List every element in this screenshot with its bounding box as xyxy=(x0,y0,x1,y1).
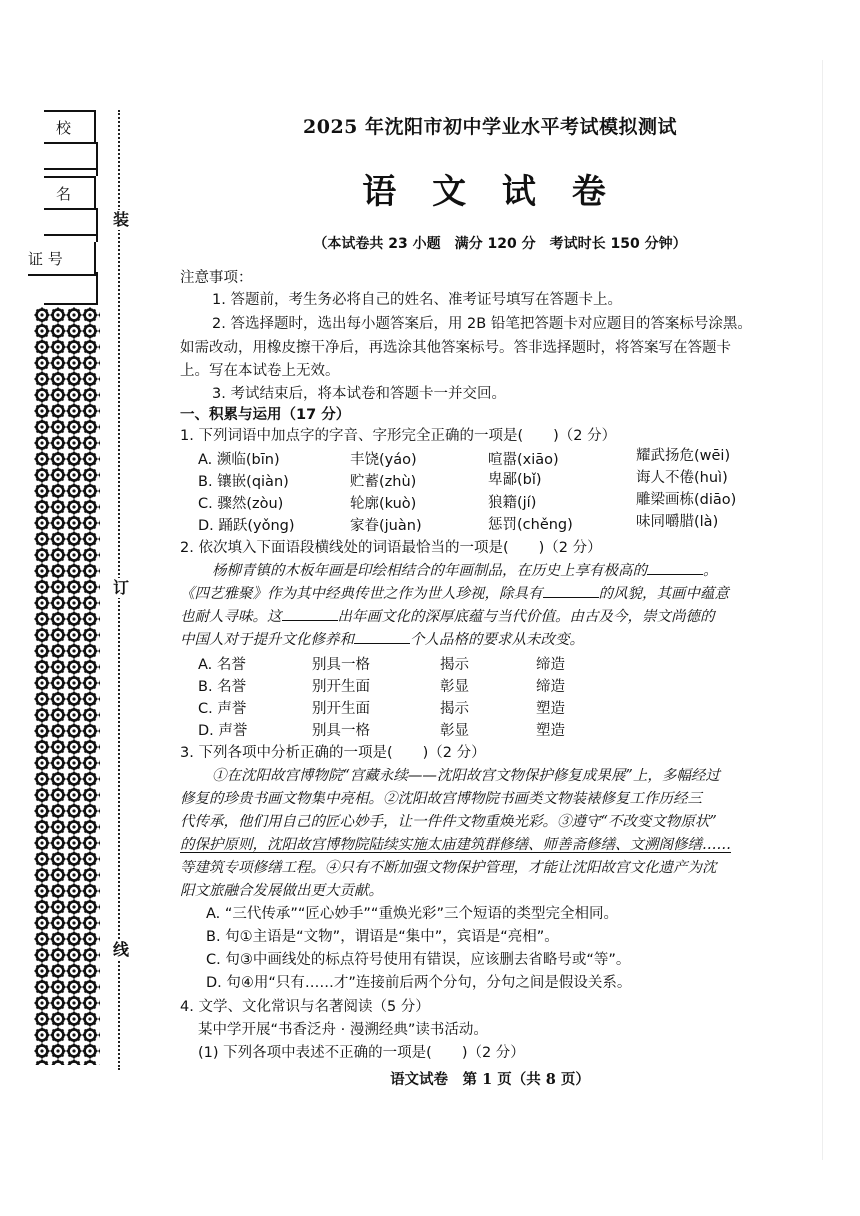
question-3-stem: 3. 下列各项中分析正确的一项是( )（2 分） xyxy=(180,745,486,761)
subject-title: 语 文 试 卷 xyxy=(362,172,618,212)
option-word: 味同嚼腊(là) xyxy=(636,514,719,530)
question-2-stem: 2. 依次填入下面语段横线处的词语最恰当的一项是( )（2 分） xyxy=(180,540,602,556)
binding-char-zhuang: 装 xyxy=(112,210,129,229)
question-3-passage-line: 修复的珍贵书画文物集中亮相。②沈阳故宫博物院书画类文物装裱修复工作历经三 xyxy=(180,791,702,807)
option-word: 诲人不倦(huì) xyxy=(636,470,728,486)
exam-id-field[interactable]: 证 号 xyxy=(28,242,96,276)
option-word: 惩罚(chěng) xyxy=(488,517,573,533)
question-4-title: 4. 文学、文化常识与名著阅读（5 分） xyxy=(180,999,430,1015)
fill-blank-2[interactable] xyxy=(543,584,599,598)
option-word: 轮廓(kuò) xyxy=(350,496,417,512)
notice-item: 3. 考试结束后，将本试卷和答题卡一并交回。 xyxy=(212,386,506,402)
option-a[interactable]: A. 名誉 xyxy=(198,657,246,673)
option-word: 雕梁画栋(diāo) xyxy=(636,492,737,508)
option-word: 塑造 xyxy=(536,723,565,739)
option-word: 塑造 xyxy=(536,701,565,717)
option-word: 贮蓄(zhù) xyxy=(350,474,417,490)
question-2-passage-line: 杨柳青镇的木板年画是印绘相结合的年画制品，在历史上享有极高的 。 xyxy=(212,563,718,579)
option-b[interactable]: B. 镶嵌(qiàn) xyxy=(198,474,289,490)
school-underline xyxy=(44,168,98,170)
question-3-passage-line: ①在沈阳故宫博物院“宫藏永续——沈阳故宫文物保护修复成果展”上，多幅经过 xyxy=(212,768,720,784)
option-b[interactable]: B. 句①主语是“文物”，谓语是“集中”，宾语是“亮相”。 xyxy=(206,929,559,945)
fill-blank-4[interactable] xyxy=(354,630,410,644)
question-1-stem: 1. 下列词语中加点字的字音、字形完全正确的一项是( )（2 分） xyxy=(180,428,617,444)
option-a[interactable]: A. 濒临(bīn) xyxy=(198,452,280,468)
option-word: 丰饶(yáo) xyxy=(350,452,417,468)
option-c[interactable]: C. 骤然(zòu) xyxy=(198,496,284,512)
option-word: 狼籍(jí) xyxy=(488,495,537,511)
option-a[interactable]: A. “三代传承”“匠心妙手”“重焕光彩”三个短语的类型完全相同。 xyxy=(206,906,618,922)
question-4-sub-1: (1) 下列各项中表述不正确的一项是( )（2 分） xyxy=(198,1045,525,1061)
field-divider xyxy=(96,142,98,176)
gear-pattern-strip xyxy=(34,307,100,1065)
question-2-passage-line: 《四艺雅聚》作为其中经典传世之作为世人珍视，除具有 的风貌，其画中蕴意 xyxy=(180,586,729,602)
option-c[interactable]: C. 句③中画线处的标点符号使用有错误，应该删去省略号或“等”。 xyxy=(206,952,631,968)
option-word: 揭示 xyxy=(440,701,469,717)
exam-title: 2025 年沈阳市初中学业水平考试模拟测试 xyxy=(303,116,677,138)
option-d[interactable]: D. 声誉 xyxy=(198,723,248,739)
option-word: 缔造 xyxy=(536,657,565,673)
fill-blank-3[interactable] xyxy=(282,607,338,621)
question-3-passage-line: 等建筑专项修缮工程。④只有不断加强文物保护管理，才能让沈阳故宫文化遗产为沈 xyxy=(180,860,717,876)
question-3-passage-line: 代传承，他们用自己的匠心妙手，让一件件文物重焕光彩。③遵守“不改变文物原状” xyxy=(180,814,717,830)
option-word: 喧嚣(xiāo) xyxy=(488,452,559,468)
option-word: 家眷(juàn) xyxy=(350,518,422,534)
exam-id-underline xyxy=(44,303,98,305)
option-word: 耀武扬危(wēi) xyxy=(636,448,731,464)
option-word: 别具一格 xyxy=(312,723,370,739)
option-word: 别开生面 xyxy=(312,701,370,717)
option-word: 别开生面 xyxy=(312,679,370,695)
binding-char-xian: 线 xyxy=(112,940,129,959)
school-field[interactable]: 校 xyxy=(44,110,96,144)
option-b[interactable]: B. 名誉 xyxy=(198,679,247,695)
name-underline xyxy=(44,234,98,236)
binding-margin xyxy=(0,0,135,1216)
option-d[interactable]: D. 踊跃(yǒng) xyxy=(198,518,295,534)
option-c[interactable]: C. 声誉 xyxy=(198,701,247,717)
notice-item: 上。写在本试卷上无效。 xyxy=(180,363,340,379)
question-2-passage-line: 中国人对于提升文化修养和 个人品格的要求从未改变。 xyxy=(180,632,584,648)
question-3-passage-line: 阳文旅融合发展做出更大贡献。 xyxy=(180,883,383,899)
option-word: 卑鄙(bǐ) xyxy=(488,472,542,488)
option-word: 彰显 xyxy=(440,723,469,739)
option-word: 缔造 xyxy=(536,679,565,695)
option-word: 彰显 xyxy=(440,679,469,695)
exam-info: （本试卷共 23 小题 满分 120 分 考试时长 150 分钟） xyxy=(313,236,687,252)
section-title: 一、积累与运用（17 分） xyxy=(180,407,351,423)
field-divider xyxy=(96,208,98,242)
question-2-passage-line: 也耐人寻味。这 出年画文化的深厚底蕴与当代价值。由古及今，崇文尚德的 xyxy=(180,609,715,625)
notice-heading: 注意事项： xyxy=(180,270,253,286)
page-footer: 语文试卷 第 1 页（共 8 页） xyxy=(390,1071,590,1088)
option-d[interactable]: D. 句④用“只有……才”连接前后两个分句，分句之间是假设关系。 xyxy=(206,975,632,991)
fill-blank-1[interactable] xyxy=(647,561,703,575)
notice-item: 2. 答选择题时，选出每小题答案后，用 2B 铅笔把答题卡对应题目的答案标号涂黑。 xyxy=(212,316,752,332)
scan-edge xyxy=(822,60,823,1160)
notice-item: 1. 答题前，考生务必将自己的姓名、准考证号填写在答题卡上。 xyxy=(212,292,622,308)
name-field[interactable]: 名 xyxy=(44,176,96,210)
option-word: 别具一格 xyxy=(312,657,370,673)
notice-item: 如需改动，用橡皮擦干净后，再选涂其他答案标号。答非选择题时，将答案写在答题卡 xyxy=(180,340,731,356)
option-word: 揭示 xyxy=(440,657,469,673)
binding-char-ding: 订 xyxy=(112,578,129,597)
field-divider xyxy=(96,272,98,304)
question-4-intro: 某中学开展“书香泛舟 · 漫溯经典”读书活动。 xyxy=(198,1022,488,1038)
question-3-underlined-line: 的保护原则，沈阳故宫博物院陆续实施太庙建筑群修缮、师善斋修缮、文溯阁修缮…… xyxy=(180,837,731,853)
